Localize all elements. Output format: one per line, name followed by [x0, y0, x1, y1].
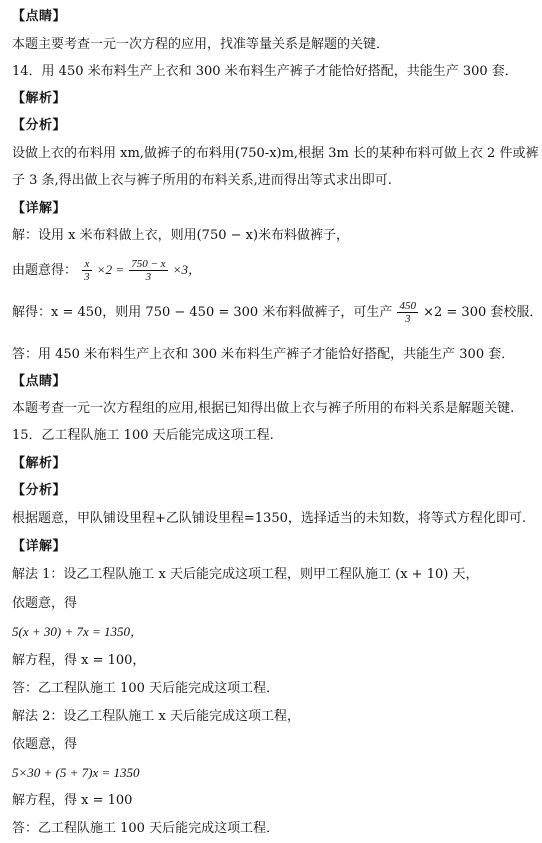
paragraph: 子 3 条,得出做上衣与裤子所用的布料关系,进而得出等式求出即可. — [12, 173, 392, 188]
answer-line: 答：用 450 米布料生产上衣和 300 米布料生产裤子才能恰好搭配，共能生产 300 套． — [12, 347, 515, 362]
equation-line — [12, 300, 542, 334]
fraction-numerator: 450 — [399, 300, 416, 312]
fraction-denominator: 3 — [145, 271, 152, 283]
answer-line: 答：乙工程队施工 100 天后能完成这项工程． — [12, 821, 280, 836]
answer-15: 15．乙工程队施工 100 天后能完成这项工程. — [12, 428, 274, 443]
solution-line: 依题意，得 — [12, 596, 78, 611]
equation-line: 5(x + 30) + 7x = 1350， — [12, 624, 144, 639]
solution-line: 依题意，得 — [12, 737, 78, 752]
section-heading-dianjing: 【点睛】 — [12, 9, 67, 24]
fraction-denominator: 3 — [404, 313, 411, 325]
solution-line: 解法 1：设乙工程队施工 x 天后能完成这项工程，则甲工程队施工 (x + 10) 天， — [12, 567, 479, 582]
equation-text: ×2 = — [96, 262, 125, 277]
fraction — [129, 258, 167, 283]
section-heading-jiexi: 【解析】 — [12, 456, 67, 471]
solution-line: 解方程，得 x = 100， — [12, 653, 146, 668]
section-heading-xiangjie: 【详解】 — [12, 539, 67, 554]
answer-line: 答：乙工程队施工 100 天后能完成这项工程． — [12, 681, 280, 696]
fraction-numerator: x — [82, 258, 92, 271]
fraction — [397, 300, 418, 325]
equation-line: 5×30 + (5 + 7)x = 1350 — [12, 765, 140, 780]
equation-label: 由题意得： — [12, 263, 78, 278]
equation-text: ×2 = 300 套校服． — [423, 305, 542, 320]
section-heading-fenxi: 【分析】 — [12, 483, 67, 498]
fraction-numerator: 750 − x — [131, 258, 166, 270]
equation-text: ×3， — [172, 262, 201, 277]
paragraph: 本题主要考查一元一次方程的应用，找准等量关系是解题的关键． — [12, 37, 390, 52]
answer-14: 14．用 450 米布料生产上衣和 300 米布料生产裤子才能恰好搭配，共能生产 300 套． — [12, 64, 518, 79]
section-heading-fenxi: 【分析】 — [12, 118, 67, 133]
paragraph: 本题考查一元一次方程组的应用,根据已知得出做上衣与裤子所用的布料关系是解题关键. — [12, 401, 515, 416]
solution-line: 解：设用 x 米布料做上衣，则用(750 − x)米布料做裤子， — [12, 228, 350, 243]
solution-line: 解法 2：设乙工程队施工 x 天后能完成这项工程， — [12, 709, 300, 724]
fraction — [82, 258, 92, 283]
solution-line: 解方程，得 x = 100 — [12, 793, 133, 808]
fraction-denominator: 3 — [84, 271, 90, 283]
section-heading-xiangjie: 【详解】 — [12, 201, 67, 216]
equation-line — [12, 258, 512, 292]
equation-text: 解得：x = 450，则用 750 − 450 = 300 米布料做裤子，可生产 — [12, 305, 393, 320]
section-heading-jiexi: 【解析】 — [12, 91, 67, 106]
paragraph: 设做上衣的布料用 xm,做裤子的布料用(750-x)m,根据 3m 长的某种布料可做上衣 2 件或裤 — [12, 146, 539, 161]
paragraph: 根据题意，甲队铺设里程+乙队铺设里程=1350，选择适当的未知数，将等式方程化即可. — [12, 511, 527, 526]
section-heading-dianjing: 【点睛】 — [12, 374, 67, 389]
